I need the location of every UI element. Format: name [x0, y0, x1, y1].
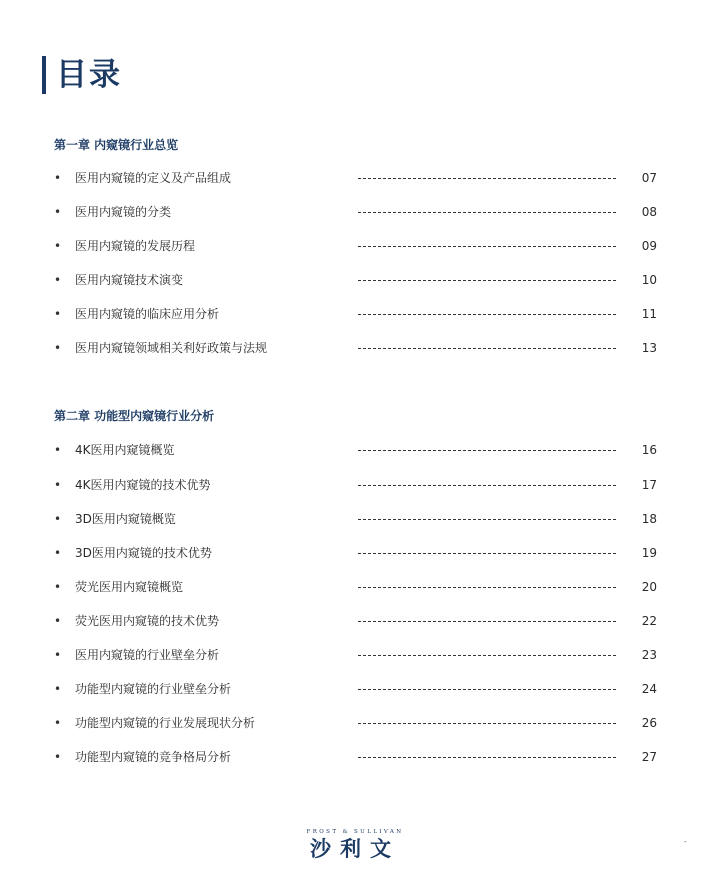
- toc-entry[interactable]: [0, 441, 710, 459]
- toc-entry-text: 功能型内窥镜的竞争格局分析: [75, 750, 232, 764]
- toc-page-number: 10: [641, 273, 657, 287]
- dot-leader: [358, 689, 616, 690]
- toc-page-number: 20: [641, 580, 657, 594]
- logo-chinese-text: 沙利文: [310, 836, 400, 861]
- bullet-icon: •: [54, 716, 62, 730]
- bullet-icon: •: [54, 273, 62, 287]
- bullet-icon: •: [54, 512, 62, 526]
- dot-leader: [358, 553, 616, 554]
- dot-leader: [358, 280, 616, 281]
- toc-entry[interactable]: [0, 646, 710, 664]
- bullet-icon: •: [54, 171, 62, 185]
- dot-leader: [358, 587, 616, 588]
- dot-leader: [358, 450, 616, 451]
- toc-entry-text: 医用内窥镜技术演变: [75, 273, 184, 287]
- toc-entry[interactable]: [0, 544, 710, 562]
- toc-page-number: 07: [641, 171, 657, 185]
- bullet-icon: •: [54, 443, 62, 457]
- toc-page-number: 24: [641, 682, 657, 696]
- dot-leader: [358, 723, 616, 724]
- dot-leader: [358, 348, 616, 349]
- toc-entry[interactable]: [0, 748, 710, 766]
- toc-entry-text: 医用内窥镜的分类: [75, 205, 172, 219]
- bullet-icon: •: [54, 307, 62, 321]
- chapter-title: 第二章 功能型内窥镜行业分析: [54, 409, 215, 423]
- dot-leader: [358, 212, 616, 213]
- bullet-icon: •: [54, 580, 62, 594]
- toc-entry[interactable]: [0, 476, 710, 494]
- toc-page-number: 19: [641, 546, 657, 560]
- page-title: 目录: [56, 57, 122, 93]
- dot-leader: [358, 621, 616, 622]
- toc-entry[interactable]: [0, 237, 710, 255]
- toc-entry-text: 医用内窥镜的发展历程: [75, 239, 196, 253]
- dot-leader: [358, 519, 616, 520]
- bullet-icon: •: [54, 546, 62, 560]
- toc-page-number: 22: [641, 614, 657, 628]
- toc-page-number: 23: [641, 648, 657, 662]
- toc-page-number: 08: [641, 205, 657, 219]
- toc-entry[interactable]: [0, 510, 710, 528]
- toc-entry-text: 医用内窥镜领域相关利好政策与法规: [75, 341, 268, 355]
- dot-leader: [358, 757, 616, 758]
- dot-leader: [358, 246, 616, 247]
- dot-leader: [358, 485, 616, 486]
- bullet-icon: •: [54, 614, 62, 628]
- toc-entry-text: 荧光医用内窥镜概览: [75, 580, 184, 594]
- toc-entry-text: 医用内窥镜的行业壁垒分析: [75, 648, 220, 662]
- toc-entry-text: 功能型内窥镜的行业壁垒分析: [75, 682, 232, 696]
- bullet-icon: •: [54, 341, 62, 355]
- bullet-icon: •: [54, 478, 62, 492]
- toc-entry-text: 3D医用内窥镜概览: [75, 512, 176, 526]
- title-accent-bar: [42, 56, 46, 94]
- toc-entry[interactable]: [0, 271, 710, 289]
- toc-entry[interactable]: [0, 305, 710, 323]
- toc-page-number: 27: [641, 750, 657, 764]
- page-corner-mark: -: [684, 838, 687, 846]
- toc-entry[interactable]: [0, 339, 710, 357]
- page-title-block: [42, 56, 122, 94]
- toc-entry-text: 4K医用内窥镜的技术优势: [75, 478, 211, 492]
- dot-leader: [358, 178, 616, 179]
- frost-sullivan-logo: [295, 828, 415, 861]
- toc-page-number: 11: [641, 307, 657, 321]
- bullet-icon: •: [54, 750, 62, 764]
- bullet-icon: •: [54, 205, 62, 219]
- toc-entry-text: 3D医用内窥镜的技术优势: [75, 546, 212, 560]
- toc-entry[interactable]: [0, 680, 710, 698]
- toc-page-number: 09: [641, 239, 657, 253]
- bullet-icon: •: [54, 648, 62, 662]
- dot-leader: [358, 655, 616, 656]
- toc-entry[interactable]: [0, 169, 710, 187]
- toc-entry[interactable]: [0, 578, 710, 596]
- toc-entry-text: 功能型内窥镜的行业发展现状分析: [75, 716, 256, 730]
- toc-page-number: 26: [641, 716, 657, 730]
- toc-entry[interactable]: [0, 203, 710, 221]
- toc-page-number: 13: [641, 341, 657, 355]
- toc-page-number: 17: [641, 478, 657, 492]
- toc-page-number: 18: [641, 512, 657, 526]
- dot-leader: [358, 314, 616, 315]
- toc-entry-text: 医用内窥镜的临床应用分析: [75, 307, 220, 321]
- bullet-icon: •: [54, 682, 62, 696]
- logo-english-text: FROST & SULLIVAN: [306, 829, 404, 835]
- toc-entry[interactable]: [0, 714, 710, 732]
- toc-entry-text: 4K医用内窥镜概览: [75, 443, 175, 457]
- toc-entry[interactable]: [0, 612, 710, 630]
- toc-entry-text: 医用内窥镜的定义及产品组成: [75, 171, 232, 185]
- toc-page-number: 16: [641, 443, 657, 457]
- bullet-icon: •: [54, 239, 62, 253]
- toc-entry-text: 荧光医用内窥镜的技术优势: [75, 614, 220, 628]
- chapter-title: 第一章 内窥镜行业总览: [54, 138, 179, 152]
